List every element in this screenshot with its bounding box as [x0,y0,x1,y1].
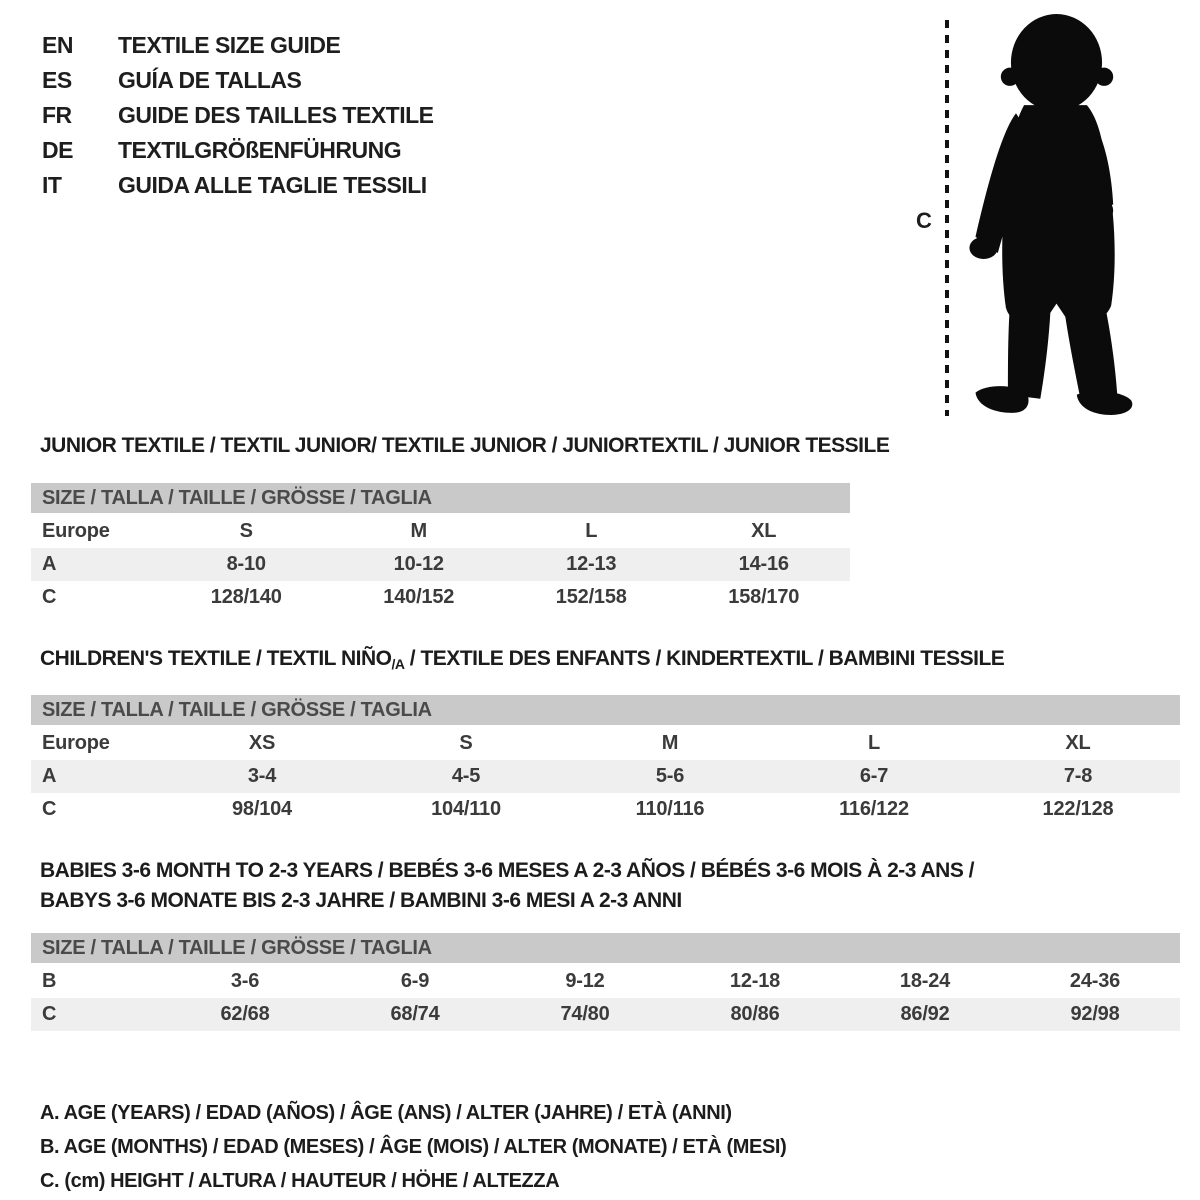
table-row-height [31,581,850,614]
language-title: TEXTILE SIZE GUIDE [118,32,341,58]
row-label: C [42,798,57,820]
title-text: CHILDREN'S TEXTILE / TEXTIL NIÑO [40,647,392,670]
height-figure [900,0,1200,440]
table-cell: 10-12 [393,553,444,575]
table-cell: 14-16 [738,553,789,575]
table-cell: 6-7 [859,765,889,787]
language-row-fr [42,98,434,133]
size-header-bar: SIZE / TALLA / TAILLE / GRÖSSE / TAGLIA [31,483,850,513]
legend-line-a: A. AGE (YEARS) / EDAD (AÑOS) / ÂGE (ANS) / ALTER (JAHRE) / ETÀ (ANNI) [40,1102,732,1124]
height-dashed-line [945,20,949,416]
table-cell: S [239,520,253,542]
table-cell: 18-24 [899,970,951,992]
language-guide [42,28,434,203]
table-cell: 116/122 [839,798,909,820]
babies-table [31,933,1180,1031]
measure-legend [40,1096,786,1198]
height-measure-label: C [916,208,932,233]
table-cell: 140/152 [383,586,455,608]
language-code: FR [42,102,72,128]
row-label: A [42,765,57,787]
babies-title-line1: BABIES 3-6 MONTH TO 2-3 YEARS / BEBÉS 3-6 MESES A 2-3 AÑOS / BÉBÉS 3-6 MOIS À 2-3 ANS / [40,859,975,882]
language-title: GUÍA DE TALLAS [118,67,302,93]
language-code: DE [42,137,73,163]
table-cell: S [459,732,473,754]
language-code: IT [42,172,62,198]
table-cell: 4-5 [451,765,481,787]
table-cell: 98/104 [232,798,292,820]
table-cell: L [585,520,598,542]
table-cell: 3-4 [247,765,277,787]
babies-title [40,856,974,916]
language-row-it [42,168,434,203]
table-row-months [31,965,1180,998]
table-row-height [31,793,1180,826]
table-cell: 9-12 [565,970,605,992]
childrens-textile-table [31,695,1180,826]
table-cell: 62/68 [220,1003,270,1025]
table-cell: XL [751,520,777,542]
table-cell: L [867,732,881,754]
title-text: / TEXTILE DES ENFANTS / KINDERTEXTIL / BAMBINI TESSILE [404,647,1005,670]
table-cell: 74/80 [560,1003,610,1025]
language-title: TEXTILGRÖßENFÜHRUNG [118,137,402,163]
row-label: C [42,1003,57,1025]
junior-textile-table [31,483,850,614]
table-cell: 104/110 [431,798,501,820]
title-subscript: /A [391,656,405,672]
table-cell: 110/116 [635,798,705,820]
row-label: A [42,553,57,575]
language-row-de [42,133,434,168]
table-cell: 8-10 [226,553,266,575]
toddler-silhouette-icon [962,12,1152,420]
size-header-bar: SIZE / TALLA / TAILLE / GRÖSSE / TAGLIA [31,695,1180,725]
row-label: C [42,586,57,608]
table-cell: 80/86 [730,1003,780,1025]
table-row-europe [31,727,1180,760]
table-row-height [31,998,1180,1031]
junior-textile-title: JUNIOR TEXTILE / TEXTIL JUNIOR/ TEXTILE JUNIOR / JUNIORTEXTIL / JUNIOR TESSILE [40,434,890,457]
table-cell: 122/128 [1042,798,1114,820]
language-row-en [42,28,434,63]
table-cell: 158/170 [728,586,800,608]
table-cell: 24-36 [1069,970,1121,992]
table-cell: XL [1065,732,1091,754]
row-label: Europe [42,520,110,542]
table-cell: 86/92 [900,1003,950,1025]
table-cell: M [661,732,679,754]
table-row-age [31,548,850,581]
table-cell: XS [248,732,276,754]
table-cell: 128/140 [210,586,282,608]
table-cell: 6-9 [400,970,430,992]
table-row-europe [31,515,850,548]
babies-title-line2: BABYS 3-6 MONATE BIS 2-3 JAHRE / BAMBINI 3-6 MESI A 2-3 ANNI [40,889,682,912]
table-cell: 12-13 [566,553,617,575]
language-code: ES [42,67,72,93]
table-cell: 5-6 [655,765,685,787]
language-code: EN [42,32,73,58]
table-cell: 152/158 [555,586,627,608]
table-row-age [31,760,1180,793]
table-cell: 12-18 [729,970,781,992]
table-cell: M [410,520,427,542]
childrens-textile-title [40,647,1004,672]
legend-line-c: C. (cm) HEIGHT / ALTURA / HAUTEUR / HÖHE / ALTEZZA [40,1170,560,1192]
table-cell: 92/98 [1070,1003,1120,1025]
row-label: B [42,970,57,992]
language-title: GUIDE DES TAILLES TEXTILE [118,102,434,128]
legend-line-b: B. AGE (MONTHS) / EDAD (MESES) / ÂGE (MOIS) / ALTER (MONATE) / ETÀ (MESI) [40,1136,787,1158]
row-label: Europe [42,732,110,754]
table-cell: 68/74 [390,1003,440,1025]
language-title: GUIDA ALLE TAGLIE TESSILI [118,172,427,198]
table-cell: 3-6 [230,970,260,992]
size-header-bar: SIZE / TALLA / TAILLE / GRÖSSE / TAGLIA [31,933,1180,963]
language-row-es [42,63,434,98]
table-cell: 7-8 [1063,765,1093,787]
